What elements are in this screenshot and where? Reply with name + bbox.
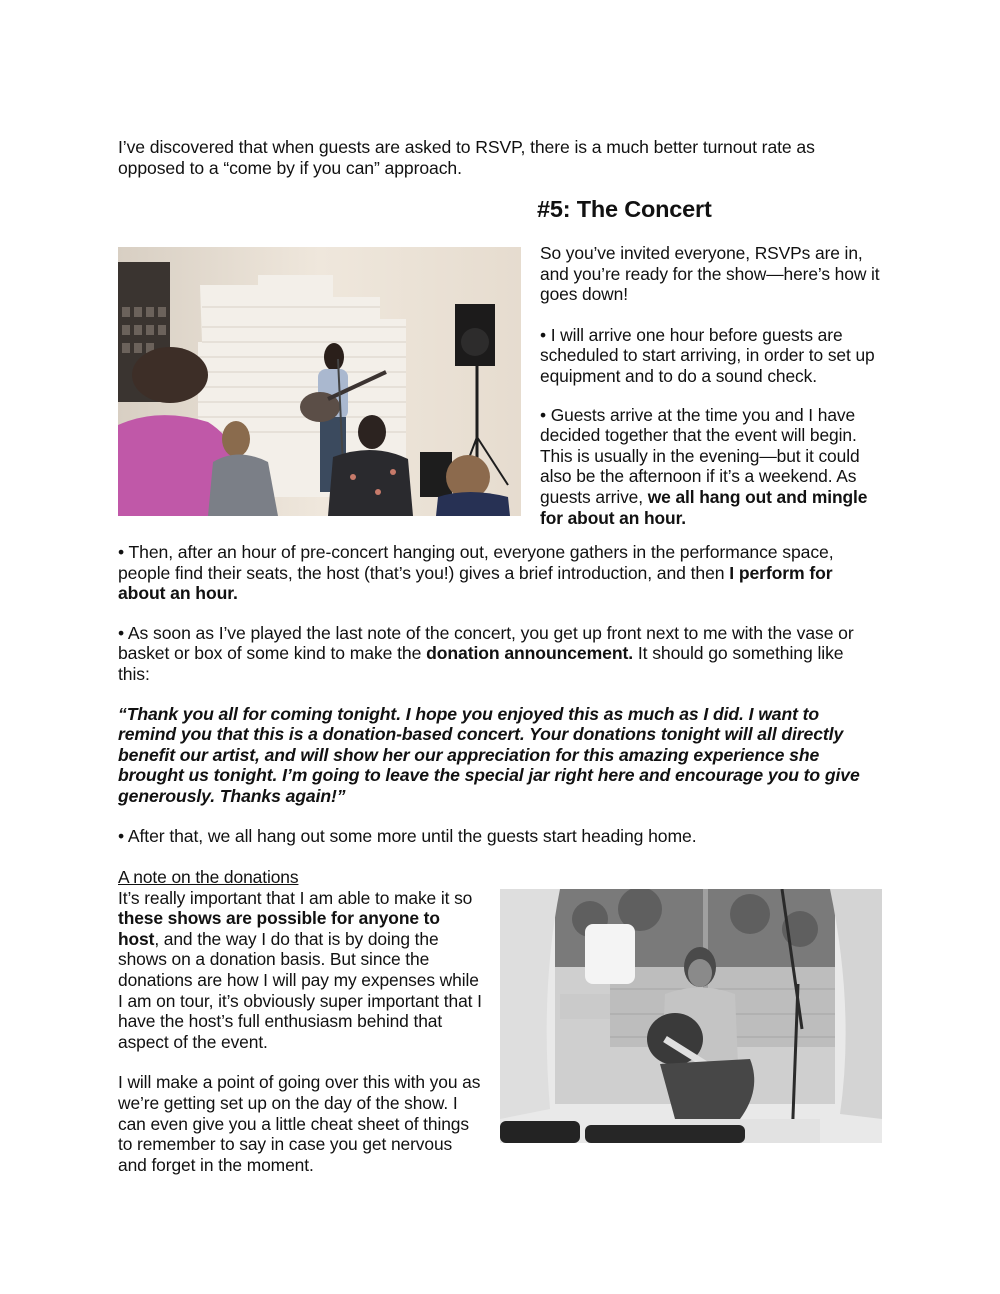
donation-quote: “Thank you all for coming tonight. I hope you enjoyed this as much as I did. I want to remind you that this is a donation-based concert. Your donations tonight will all directly benefit our artist, and will show her our appreciation for this amazing experience she brought us tonight. I’m going to leave the special jar right here and encourage you to give generously. Thanks again!”: [118, 703, 860, 806]
intro-text: I’ve discovered that when guests are asked to RSVP, there is a much better turnout rate as opposed to a “come by if you can” approach.: [118, 137, 815, 178]
portrait-photo-image: [500, 889, 882, 1143]
donations-note-paragraph-1: It’s really important that I am able to make it so these shows are possible for anyone to host, and the way I do that is by doing the shows on a donation basis. But since the donations are how I will pay my expenses while I am on tour, it’s obviously super important that I have the host’s full enthusiasm behind that aspect of the event.: [118, 887, 482, 1052]
donations-note-paragraph-2: I will make a point of going over this with you as we’re getting set up on the day of the show. I can even give you a little cheat sheet of things to remember to say in case you get nervous and forget in the moment.: [118, 1072, 481, 1175]
portrait-photo: [500, 889, 882, 1143]
donations-note: [118, 867, 483, 1175]
section-right-column: [540, 243, 885, 528]
bullet-guests-arrive-emphasis: we all hang out and mingle for about an hour.: [540, 486, 868, 528]
section-heading: #5: The Concert: [537, 196, 712, 222]
section-lead: So you’ve invited everyone, RSVPs are in, and you’re ready for the show—here’s how it goes down!: [540, 243, 880, 305]
concert-photo-image: [118, 247, 521, 516]
donations-note-emphasis: these shows are possible for anyone to host: [118, 908, 440, 949]
bullet-guests-arrive: • Guests arrive at the time you and I have decided together that the event will begin. This is usually in the evening—but it could also be the afternoon if it’s a weekend. As guests arrive, we all hang out and mingle for about an hour.: [540, 404, 868, 528]
bullet-performance: • Then, after an hour of pre-concert hanging out, everyone gathers in the performance space, people find their seats, the host (that’s you!) gives a brief introduction, and then I perform for about an hour.: [118, 542, 834, 604]
section-full-width: [118, 542, 878, 846]
intro-paragraph: [118, 137, 878, 178]
bullet-performance-emphasis: I perform for about an hour.: [118, 562, 833, 604]
bullet-donation-announcement: • As soon as I’ve played the last note of the concert, you get up front next to me with the vase or basket or box of some kind to make the donation announcement. It should go something like this:: [118, 622, 854, 684]
bullet-arrival: • I will arrive one hour before guests are scheduled to start arriving, in order to set up equipment and to do a sound check.: [540, 324, 875, 386]
concert-photo: [118, 247, 521, 516]
donations-note-title: A note on the donations: [118, 867, 299, 887]
bullet-donation-emphasis: donation announcement.: [426, 643, 634, 664]
bullet-after: • After that, we all hang out some more until the guests start heading home.: [118, 825, 697, 846]
